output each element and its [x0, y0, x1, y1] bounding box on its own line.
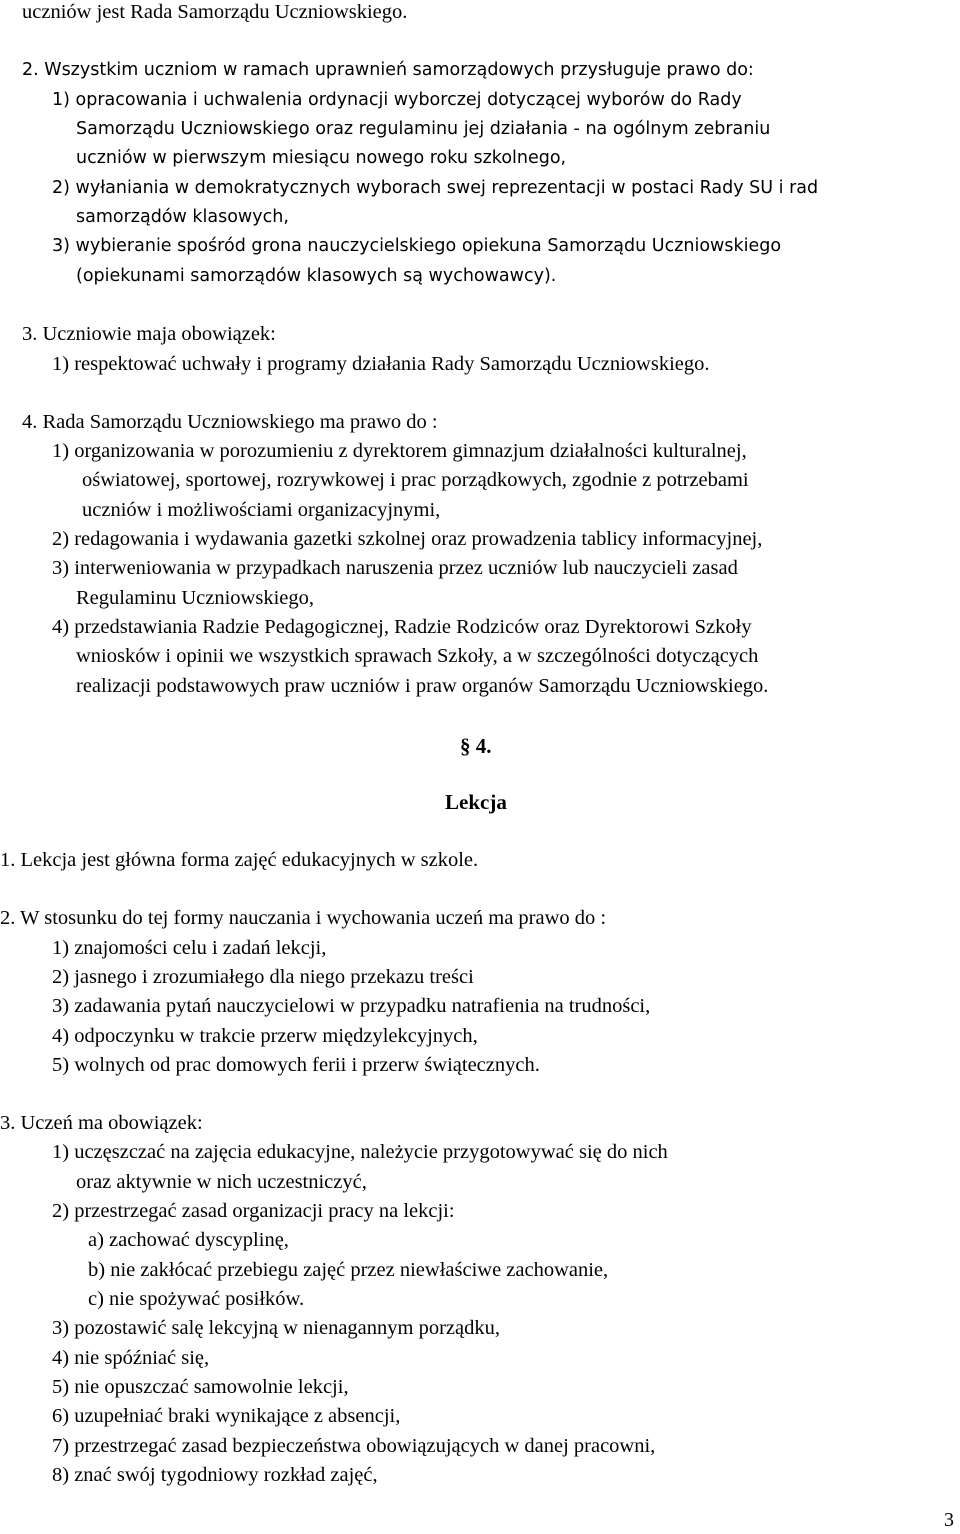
text-line: 2. Wszystkim uczniom w ramach uprawnień samorządowych przysługuje prawo do: [22, 60, 754, 80]
text-line: 6) uzupełniać braki wynikające z absencji, [52, 1405, 401, 1427]
text-line: 3) interweniowania w przypadkach naruszenia przez uczniów lub nauczycieli zasad [52, 557, 738, 579]
text-line: uczniów jest Rada Samorządu Uczniowskiego. [22, 1, 408, 23]
text-line: 2) redagowania i wydawania gazetki szkolnej oraz prowadzenia tablicy informacyjnej, [52, 528, 763, 550]
text-line: 2) wyłaniania w demokratycznych wyborach swej reprezentacji w postaci Rady SU i rad [52, 178, 819, 198]
section-number: § 4. [460, 734, 492, 758]
text-line: uczniów i możliwościami organizacyjnymi, [82, 499, 441, 521]
text-line: wniosków i opinii we wszystkich sprawach Szkoły, a w szczególności dotyczących [76, 645, 759, 667]
page-number: 3 [944, 1509, 954, 1531]
text-line: realizacji podstawowych praw uczniów i praw organów Samorządu Uczniowskiego. [76, 675, 769, 697]
text-line: 2. W stosunku do tej formy nauczania i wychowania uczeń ma prawo do : [0, 907, 607, 929]
text-line: 5) nie opuszczać samowolnie lekcji, [52, 1376, 349, 1398]
text-line: 4) odpoczynku w trakcie przerw międzylekcyjnych, [52, 1025, 478, 1047]
text-line: 4. Rada Samorządu Uczniowskiego ma prawo do : [22, 411, 438, 433]
text-line: 1) znajomości celu i zadań lekcji, [52, 937, 327, 959]
text-line: 1. Lekcja jest główna forma zajęć edukacyjnych w szkole. [0, 849, 479, 871]
text-line: 2) jasnego i zrozumiałego dla niego przekazu treści [52, 966, 474, 988]
text-line: 7) przestrzegać zasad bezpieczeństwa obowiązujących w danej pracowni, [52, 1435, 656, 1457]
text-line: 2) przestrzegać zasad organizacji pracy na lekcji: [52, 1200, 455, 1222]
text-line: c) nie spożywać posiłków. [88, 1288, 305, 1310]
text-line: 1) uczęszczać na zajęcia edukacyjne, należycie przygotowywać się do nich [52, 1141, 668, 1163]
text-line: 1) organizowania w porozumieniu z dyrektorem gimnazjum działalności kulturalnej, [52, 440, 747, 462]
text-line: Regulaminu Uczniowskiego, [76, 587, 314, 609]
text-line: oraz aktywnie w nich uczestniczyć, [76, 1171, 367, 1193]
text-line: 4) przedstawiania Radzie Pedagogicznej, Radzie Rodziców oraz Dyrektorowi Szkoły [52, 616, 752, 638]
section-title: Lekcja [445, 790, 507, 814]
text-line: 8) znać swój tygodniowy rozkład zajęć, [52, 1464, 378, 1486]
text-line: samorządów klasowych, [76, 207, 289, 227]
text-line: oświatowej, sportowej, rozrywkowej i prac porządkowych, zgodnie z potrzebami [82, 469, 749, 491]
text-line: a) zachować dyscyplinę, [88, 1229, 289, 1251]
text-line: 3) zadawania pytań nauczycielowi w przypadku natrafienia na trudności, [52, 995, 651, 1017]
text-line: 1) opracowania i uchwalenia ordynacji wyborczej dotyczącej wyborów do Rady [52, 90, 742, 110]
text-line: 3) pozostawić salę lekcyjną w nienagannym porządku, [52, 1317, 500, 1339]
text-line: Samorządu Uczniowskiego oraz regulaminu jej działania - na ogólnym zebraniu [76, 119, 771, 139]
text-line: 5) wolnych od prac domowych ferii i przerw świątecznych. [52, 1054, 540, 1076]
text-line: 3. Uczeń ma obowiązek: [0, 1112, 203, 1134]
text-line: 1) respektować uchwały i programy działania Rady Samorządu Uczniowskiego. [52, 353, 710, 375]
text-line: 3) wybieranie spośród grona nauczycielskiego opiekuna Samorządu Uczniowskiego [52, 236, 782, 256]
text-line: uczniów w pierwszym miesiącu nowego roku szkolnego, [76, 148, 567, 168]
text-line: 3. Uczniowie maja obowiązek: [22, 323, 276, 345]
text-line: b) nie zakłócać przebiegu zajęć przez niewłaściwe zachowanie, [88, 1259, 609, 1281]
text-line: (opiekunami samorządów klasowych są wychowawcy). [76, 266, 557, 286]
text-line: 4) nie spóźniać się, [52, 1347, 210, 1369]
